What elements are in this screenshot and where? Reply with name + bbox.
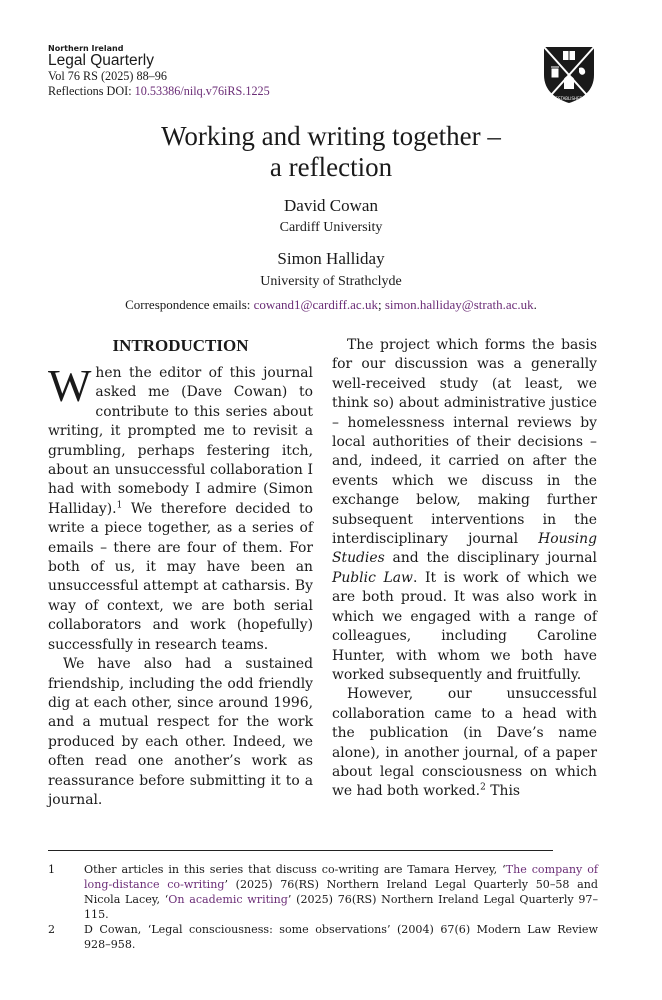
volume-info: Vol 76 RS (2025) 88–96 <box>48 69 167 83</box>
paragraph-1-text-b: We therefore decided to write a piece together, as a series of emails – there are four of them. For both of us, it may have been an unsuccessful attempt at catharsis. By way of context, we are both serial collaborators and work (hopefully) successfully in research teams. <box>48 500 313 653</box>
correspondence-separator: ; <box>377 297 385 312</box>
footnote-link-company[interactable]: The company of long-distance co-writing <box>84 863 598 891</box>
paragraph-3-text-c: . It is work of which we are both proud. It was also work in which we engaged with a range of colleagues, including Caroline Hunter, with whom we both have worked subsequently and fruitfully. <box>332 569 597 683</box>
footnote-1-post: ’ (2025) 76(RS) Northern Ireland Legal Quarterly 97–115. <box>84 893 598 921</box>
affiliation-1: Cardiff University <box>279 220 383 235</box>
footnotes <box>48 862 598 952</box>
paragraph-3-text-b: and the disciplinary journal <box>384 550 597 567</box>
footnote-1 <box>48 862 598 922</box>
title-line-1: Working and writing together – <box>161 121 501 151</box>
paragraph-4-text-b: This <box>485 783 521 800</box>
body-column-right <box>332 336 597 802</box>
section-heading: INTRODUCTION <box>112 336 249 355</box>
drop-cap: W <box>48 360 92 411</box>
footnote-link-academic-writing[interactable]: On academic writing <box>168 893 288 906</box>
paragraph-1 <box>48 360 313 655</box>
author-1: David Cowan <box>284 196 378 215</box>
body-column-left <box>48 336 313 810</box>
paragraph-3-text-a: The project which forms the basis for our discussion was a generally well-received study (at least, we think so) about administrative justice – homelessness internal reviews by local authorities of their decisions – and, indeed, it carried on after the events which we discuss in the exchange below, making further subsequent interventions in the interdisciplinary journal <box>332 337 597 548</box>
paragraph-4-text-a: However, our unsuccessful collaboration came to a head with the publication (in Dave’s name alone), in another journal, of a paper about legal consciousness on which we had both worked. <box>332 686 597 800</box>
footnote-text: D Cowan, ‘Legal consciousness: some observations’ (2004) 67(6) Modern Law Review 928–958. <box>84 923 598 951</box>
footnote-text <box>84 862 598 922</box>
doi-link[interactable]: 10.53386/nilq.v76iRS.1225 <box>134 84 270 98</box>
journal-housing-studies: Housing Studies <box>332 531 597 567</box>
doi-line <box>48 84 270 99</box>
footnote-2 <box>48 922 598 952</box>
journal-public-law: Public Law <box>332 569 413 586</box>
author-2: Simon Halliday <box>277 249 385 268</box>
journal-header <box>48 44 270 99</box>
correspondence-end: . <box>533 297 537 312</box>
footnote-1-mid: ’ (2025) 76(RS) Northern Ireland Legal Quarterly 50–58 and Nicola Lacey, ‘ <box>84 878 599 906</box>
correspondence-label: Correspondence emails: <box>125 297 254 312</box>
email-link-2[interactable]: simon.halliday@strath.ac.uk <box>384 297 534 312</box>
article-title <box>0 121 662 183</box>
crest-motto: ESTABLISHED <box>555 96 583 101</box>
university-crest-icon <box>542 45 596 105</box>
journal-name: Legal Quarterly <box>48 52 154 69</box>
doi-label: Reflections DOI: <box>48 84 135 98</box>
paragraph-4 <box>332 685 597 801</box>
footnote-ref-2[interactable]: 2 <box>480 782 486 793</box>
title-line-2: a reflection <box>269 152 393 182</box>
paragraph-1-text-a: hen the editor of this journal asked me (Dave Cowan) to contribute to this series about writing, it prompted me to revisit a grumbling, perhaps festering itch, about an unsuccessful collaboration I had with somebody I admire (Simon Halliday). <box>48 365 313 517</box>
footnote-number: 2 <box>48 923 56 936</box>
affiliation-2: University of Strathclyde <box>260 274 402 289</box>
footnote-divider <box>48 850 553 851</box>
footnote-number: 1 <box>48 863 56 876</box>
paragraph-3 <box>332 336 597 685</box>
footnote-1-pre: Other articles in this series that discuss co-writing are Tamara Hervey, ‘ <box>84 863 506 876</box>
paragraph-2: We have also had a sustained friendship, including the odd friendly dig at each other, since around 1996, and a mutual respect for the work produced by each other. Indeed, we often read one another’s work as reassurance before submitting it to a journal. <box>48 656 313 808</box>
correspondence-line <box>0 296 662 314</box>
footnote-ref-1[interactable]: 1 <box>116 500 123 511</box>
journal-region: Northern Ireland <box>48 44 124 53</box>
email-link-1[interactable]: cowand1@cardiff.ac.uk <box>253 297 378 312</box>
